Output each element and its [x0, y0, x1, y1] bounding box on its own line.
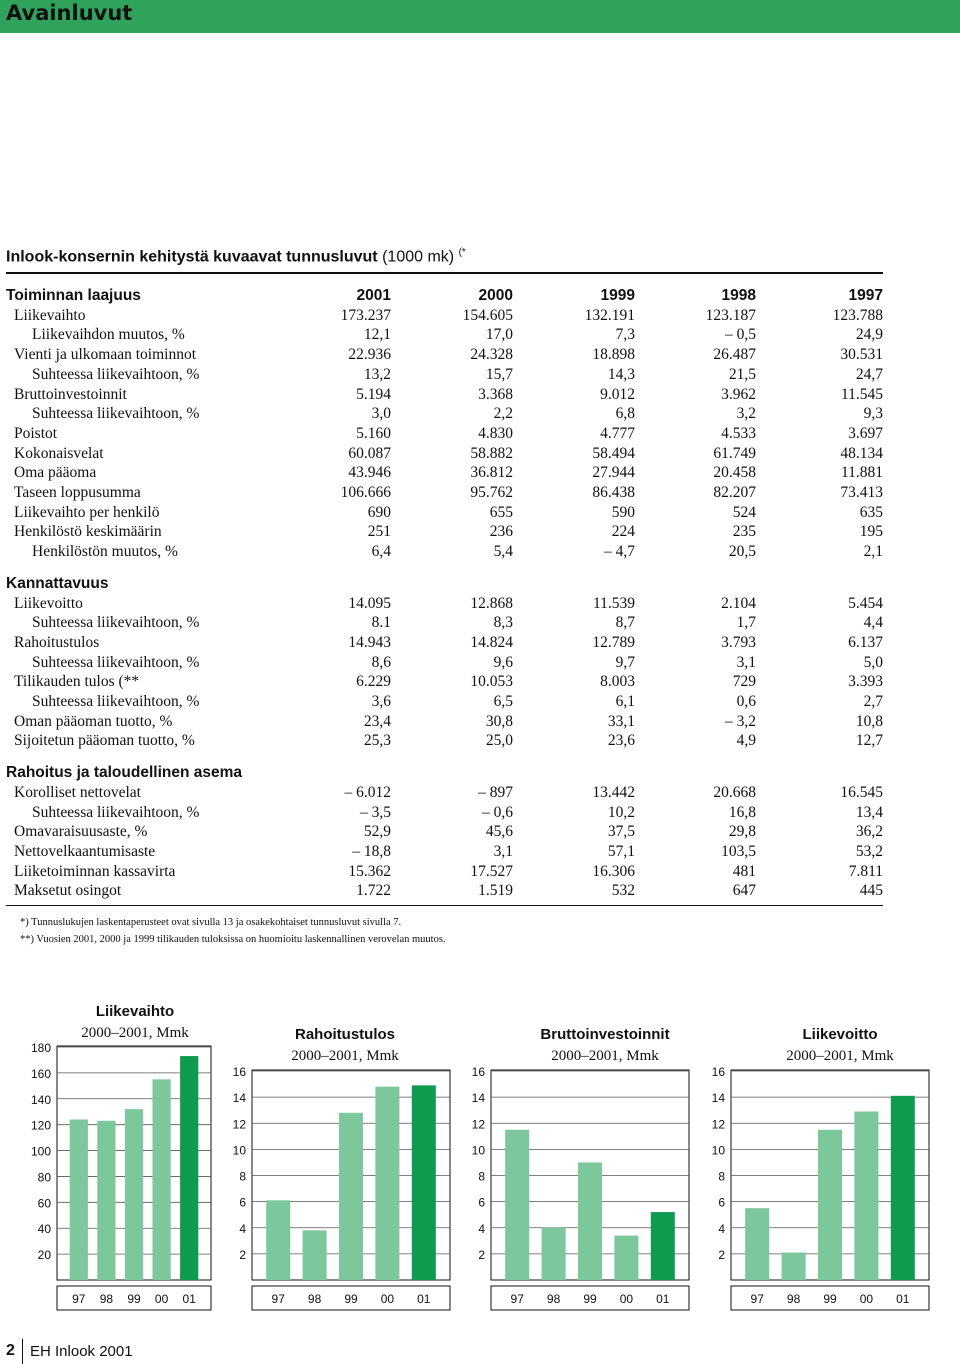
chart-2-ytick-label: 14 [232, 1091, 246, 1106]
chart-2-bar-98 [303, 1230, 327, 1280]
row-label: Tilikauden tulos (** [14, 673, 140, 691]
row-label: Maksetut osingot [14, 882, 122, 900]
value-cell: 25,3 [363, 732, 391, 750]
value-cell: 3.393 [848, 673, 883, 691]
publication-name: EH Inlook 2001 [30, 1343, 133, 1360]
value-cell: 18.898 [592, 346, 635, 364]
value-cell: 590 [611, 503, 635, 521]
value-cell: 5.454 [848, 594, 883, 612]
value-cell: 8.1 [371, 614, 391, 632]
chart-3-xtick-label: 98 [546, 1292, 561, 1306]
value-cell: 13,4 [855, 803, 883, 821]
value-cell: 3,1 [493, 842, 513, 860]
chart-2-xtick-label: 97 [271, 1292, 285, 1306]
chart-4-ytick-label: 10 [711, 1143, 725, 1158]
value-cell: 43.946 [348, 464, 391, 482]
value-cell: 524 [732, 503, 756, 521]
row-label: Liikevaihto [14, 306, 86, 324]
subtitle-note-marker: (* [458, 247, 466, 258]
value-cell: 12,1 [363, 326, 391, 344]
value-cell: 17,0 [485, 326, 513, 344]
value-cell: 9,3 [863, 405, 883, 423]
value-cell: 27.944 [592, 464, 635, 482]
chart-2-ytick-label: 12 [232, 1117, 246, 1132]
row-label: Omavaraisuusaste, % [14, 823, 148, 841]
value-cell: 2,7 [863, 693, 883, 711]
chart-1-ytick-label: 120 [30, 1118, 51, 1133]
chart-4-ytick-label: 8 [718, 1169, 725, 1184]
row-label: Taseen loppusumma [14, 484, 141, 502]
chart-3-xtick-label: 01 [656, 1292, 670, 1306]
value-cell: – 3,2 [725, 712, 756, 730]
chart-1-xtick-label: 00 [154, 1292, 169, 1306]
chart-3-subtitle: 2000–2001, Mmk [551, 1048, 659, 1064]
value-cell: 14,3 [607, 365, 635, 383]
value-cell: 16.306 [592, 862, 635, 880]
value-cell: – 897 [478, 783, 513, 801]
value-cell: – 0,5 [725, 326, 756, 344]
value-cell: 532 [611, 882, 635, 900]
value-cell: 445 [859, 882, 883, 900]
value-cell: 86.438 [592, 484, 635, 502]
value-cell: 1.519 [478, 882, 513, 900]
value-cell: 14.943 [348, 633, 391, 651]
chart-4-xtick-label: 99 [823, 1292, 837, 1306]
value-cell: 3.697 [848, 424, 883, 442]
value-cell: 45,6 [485, 823, 513, 841]
chart-4-xtick-label: 00 [859, 1292, 874, 1306]
chart-1-ytick-label: 100 [30, 1144, 51, 1159]
chart-2-xtick-label: 99 [344, 1292, 358, 1306]
value-cell: 73.413 [840, 484, 883, 502]
value-cell: – 18,8 [352, 842, 391, 860]
value-cell: 635 [859, 503, 883, 521]
value-cell: 20,5 [728, 543, 756, 561]
row-label: Korolliset nettovelat [14, 783, 141, 801]
chart-1-bar-01 [180, 1056, 198, 1280]
chart-2-ytick-label: 8 [239, 1169, 246, 1184]
chart-3-ytick-label: 16 [471, 1065, 485, 1079]
value-cell: 12,7 [855, 732, 883, 750]
value-cell: 60.087 [348, 444, 391, 462]
value-cell: 2,2 [493, 405, 513, 423]
value-cell: 48.134 [840, 444, 883, 462]
chart-2-ytick-label: 16 [232, 1065, 246, 1079]
chart-4-ytick-label: 12 [711, 1117, 725, 1132]
chart-3-bar-98 [542, 1228, 566, 1280]
chart-4-xtick-label: 98 [786, 1292, 801, 1306]
chart-3-ytick-label: 12 [471, 1117, 485, 1132]
value-cell: 9.012 [600, 385, 635, 403]
chart-4-bar-01 [891, 1096, 915, 1280]
value-cell: – 6.012 [344, 783, 391, 801]
chart-1-ytick-label: 80 [37, 1170, 51, 1185]
row-label: Sijoitetun pääoman tuotto, % [14, 732, 195, 750]
chart-3-title: Bruttoinvestoinnit [540, 1026, 670, 1043]
chart-4-bar-97 [745, 1208, 769, 1280]
chart-1-xtick-label: 98 [99, 1292, 114, 1306]
value-cell: 20.458 [713, 464, 756, 482]
chart-2-xtick-label: 00 [380, 1292, 395, 1306]
chart-1-ytick-label: 140 [30, 1092, 51, 1107]
value-cell: 58.882 [470, 444, 513, 462]
page-number: 2 [6, 1342, 15, 1359]
value-cell: – 4,7 [604, 543, 635, 561]
value-cell: 6.137 [848, 633, 883, 651]
chart-4-ytick-label: 2 [718, 1247, 725, 1262]
value-cell: 13,2 [363, 365, 391, 383]
row-label: Suhteessa liikevaihtoon, % [32, 803, 200, 821]
value-cell: 195 [859, 523, 883, 541]
value-cell: 2,1 [863, 543, 883, 561]
value-cell: 3.368 [478, 385, 513, 403]
value-cell: 173.237 [340, 306, 391, 324]
chart-4-title: Liikevoitto [802, 1026, 878, 1043]
chart-2-bar-00 [375, 1087, 399, 1280]
chart-4-ytick-label: 6 [718, 1195, 725, 1210]
value-cell: 12.868 [470, 594, 513, 612]
value-cell: 11.539 [592, 594, 635, 612]
chart-2-bar-97 [266, 1200, 290, 1280]
value-cell: 106.666 [340, 484, 391, 502]
value-cell: 23,6 [607, 732, 635, 750]
value-cell: 20.668 [713, 783, 756, 801]
value-cell: 16,8 [728, 803, 756, 821]
value-cell: 5,4 [493, 543, 513, 561]
section-title: Kannattavuus [6, 574, 109, 592]
row-label: Kokonaisvelat [14, 444, 104, 462]
value-cell: 224 [611, 523, 635, 541]
chart-3-bar-01 [651, 1212, 675, 1280]
value-cell: 36,2 [855, 823, 883, 841]
value-cell: 7.811 [848, 862, 883, 880]
year-header: 1998 [721, 287, 756, 304]
value-cell: 3,0 [371, 405, 391, 423]
value-cell: 14.824 [470, 633, 513, 651]
chart-4-xtick-label: 97 [750, 1292, 764, 1306]
value-cell: 52,9 [363, 823, 391, 841]
page-title: Avainluvut [6, 1, 133, 25]
value-cell: 5.194 [356, 385, 391, 403]
value-cell: 690 [367, 503, 391, 521]
value-cell: 9,7 [615, 653, 635, 671]
row-label: Suhteessa liikevaihtoon, % [32, 405, 200, 423]
value-cell: 3,2 [736, 405, 756, 423]
value-cell: 23,4 [363, 712, 391, 730]
value-cell: 4.830 [478, 424, 513, 442]
chart-3-bar-97 [505, 1130, 529, 1280]
chart-3-ytick-label: 6 [478, 1195, 485, 1210]
value-cell: 6,1 [615, 693, 635, 711]
value-cell: 8.003 [600, 673, 635, 691]
value-cell: 29,8 [728, 823, 756, 841]
value-cell: 36.812 [470, 464, 513, 482]
chart-2-title: Rahoitustulos [295, 1026, 395, 1043]
chart-3-bar-99 [578, 1162, 602, 1280]
row-label: Suhteessa liikevaihtoon, % [32, 693, 200, 711]
row-label: Bruttoinvestoinnit [14, 385, 127, 403]
chart-1-ytick-label: 180 [30, 1041, 51, 1055]
value-cell: 61.749 [713, 444, 756, 462]
chart-2-ytick-label: 6 [239, 1195, 246, 1210]
value-cell: 4,9 [736, 732, 756, 750]
chart-4-bar-99 [818, 1130, 842, 1280]
value-cell: 2.104 [721, 594, 756, 612]
footnote-2: **) Vuosien 2001, 2000 ja 1999 tilikauden tuloksissa on huomioitu laskennallinen verovelan muutos. [20, 934, 446, 945]
value-cell: 30,8 [485, 712, 513, 730]
value-cell: 9,6 [493, 653, 513, 671]
chart-1-title: Liikevaihto [95, 1003, 175, 1020]
section-title: Rahoitus ja taloudellinen asema [6, 764, 243, 782]
value-cell: 13.442 [592, 783, 635, 801]
chart-4-subtitle: 2000–2001, Mmk [786, 1048, 894, 1064]
value-cell: 8,7 [615, 614, 635, 632]
chart-1-xtick-label: 99 [127, 1292, 141, 1306]
value-cell: 655 [489, 503, 513, 521]
chart-1-subtitle: 2000–2001, Mmk [81, 1025, 189, 1041]
value-cell: 15,7 [485, 365, 513, 383]
row-label: Oma pääoma [14, 464, 97, 482]
chart-1-ytick-label: 20 [37, 1248, 51, 1263]
value-cell: 236 [489, 523, 513, 541]
value-cell: 58.494 [592, 444, 635, 462]
chart-2-xtick-label: 98 [307, 1292, 322, 1306]
value-cell: 4.777 [600, 424, 635, 442]
chart-1-ytick-label: 60 [37, 1196, 51, 1211]
row-label: Suhteessa liikevaihtoon, % [32, 365, 200, 383]
footnote-1: *) Tunnuslukujen laskentaperusteet ovat sivulla 13 ja osakekohtaiset tunnusluvut sivulla 7. [20, 917, 402, 928]
chart-3-ytick-label: 8 [478, 1169, 485, 1184]
value-cell: 6.229 [356, 673, 391, 691]
chart-2-ytick-label: 4 [239, 1221, 246, 1236]
value-cell: 4.533 [721, 424, 756, 442]
value-cell: 3,6 [371, 693, 391, 711]
chart-3-ytick-label: 10 [471, 1143, 485, 1158]
chart-1-bar-98 [97, 1121, 115, 1280]
value-cell: 7,3 [615, 326, 635, 344]
chart-2-ytick-label: 10 [232, 1143, 246, 1158]
value-cell: 82.207 [713, 484, 756, 502]
value-cell: 8,3 [493, 614, 513, 632]
value-cell: 11.881 [840, 464, 883, 482]
value-cell: 21,5 [728, 365, 756, 383]
value-cell: 6,5 [493, 693, 513, 711]
value-cell: 53,2 [855, 842, 883, 860]
chart-3-xtick-label: 00 [619, 1292, 634, 1306]
year-header: 2000 [478, 287, 513, 304]
row-label: Henkilöstö keskimäärin [14, 523, 162, 541]
chart-3-ytick-label: 14 [471, 1091, 485, 1106]
value-cell: 10,2 [607, 803, 635, 821]
value-cell: 0,6 [736, 693, 756, 711]
value-cell: 3.793 [721, 633, 756, 651]
row-label: Poistot [14, 424, 58, 442]
row-label: Liikevaihto per henkilö [14, 503, 160, 521]
value-cell: 103,5 [721, 842, 756, 860]
chart-1-ytick-label: 160 [30, 1066, 51, 1081]
value-cell: 154.605 [462, 306, 513, 324]
value-cell: 5.160 [356, 424, 391, 442]
chart-2-subtitle: 2000–2001, Mmk [291, 1048, 399, 1064]
value-cell: 6,4 [371, 543, 391, 561]
value-cell: 123.187 [705, 306, 756, 324]
value-cell: 95.762 [470, 484, 513, 502]
value-cell: 3,1 [736, 653, 756, 671]
row-label: Suhteessa liikevaihtoon, % [32, 614, 200, 632]
row-label: Henkilöstön muutos, % [32, 543, 178, 561]
value-cell: 24,7 [855, 365, 883, 383]
chart-1-xtick-label: 97 [72, 1292, 86, 1306]
chart-2-bar-01 [412, 1085, 436, 1280]
row-label: Liikevoitto [14, 594, 83, 612]
value-cell: 22.936 [348, 346, 391, 364]
section-title: Toiminnan laajuus [6, 287, 141, 304]
chart-3-xtick-label: 99 [583, 1292, 597, 1306]
chart-4-bar-98 [782, 1253, 806, 1280]
value-cell: 33,1 [607, 712, 635, 730]
row-label: Suhteessa liikevaihtoon, % [32, 653, 200, 671]
chart-1-bar-99 [125, 1109, 143, 1280]
row-label: Liikevaihdon muutos, % [32, 326, 185, 344]
chart-4-bar-00 [854, 1111, 878, 1280]
row-label: Rahoitustulos [14, 633, 100, 651]
row-label: Nettovelkaantumisaste [14, 842, 156, 860]
value-cell: 24,9 [855, 326, 883, 344]
value-cell: 16.545 [840, 783, 883, 801]
value-cell: 10.053 [470, 673, 513, 691]
value-cell: 14.095 [348, 594, 391, 612]
row-label: Oman pääoman tuotto, % [14, 712, 173, 730]
chart-4-xtick-label: 01 [896, 1292, 910, 1306]
chart-2-xtick-label: 01 [417, 1292, 431, 1306]
value-cell: – 0,6 [482, 803, 513, 821]
subtitle-unit: (1000 mk) [382, 248, 455, 266]
value-cell: 235 [732, 523, 756, 541]
subtitle-text: Inlook-konsernin kehitystä kuvaavat tunnusluvut [6, 248, 378, 266]
value-cell: 729 [732, 673, 756, 691]
value-cell: 57,1 [607, 842, 635, 860]
year-header: 1999 [600, 287, 635, 304]
value-cell: 30.531 [840, 346, 883, 364]
value-cell: 647 [732, 882, 756, 900]
row-label: Vienti ja ulkomaan toiminnot [14, 346, 197, 364]
value-cell: 15.362 [348, 862, 391, 880]
chart-3-ytick-label: 4 [478, 1221, 485, 1236]
value-cell: 6,8 [615, 405, 635, 423]
chart-4-ytick-label: 16 [711, 1065, 725, 1079]
value-cell: – 3,5 [360, 803, 391, 821]
value-cell: 1,7 [736, 614, 756, 632]
chart-4-ytick-label: 14 [711, 1091, 725, 1106]
chart-3-xtick-label: 97 [510, 1292, 524, 1306]
value-cell: 24.328 [470, 346, 513, 364]
chart-4-ytick-label: 4 [718, 1221, 725, 1236]
value-cell: 251 [367, 523, 391, 541]
value-cell: 1.722 [356, 882, 391, 900]
value-cell: 12.789 [592, 633, 635, 651]
value-cell: 25,0 [485, 732, 513, 750]
value-cell: 123.788 [832, 306, 883, 324]
year-header: 1997 [848, 287, 883, 304]
value-cell: 26.487 [713, 346, 756, 364]
value-cell: 37,5 [607, 823, 635, 841]
chart-1-xtick-label: 01 [182, 1292, 196, 1306]
row-label: Liiketoiminnan kassavirta [14, 862, 176, 880]
value-cell: 4,4 [863, 614, 883, 632]
value-cell: 5,0 [863, 653, 883, 671]
value-cell: 3.962 [721, 385, 756, 403]
chart-1-bar-00 [152, 1079, 170, 1280]
chart-1-ytick-label: 40 [37, 1222, 51, 1237]
chart-2-ytick-label: 2 [239, 1247, 246, 1262]
value-cell: 11.545 [840, 385, 883, 403]
value-cell: 10,8 [855, 712, 883, 730]
value-cell: 8,6 [371, 653, 391, 671]
value-cell: 132.191 [584, 306, 635, 324]
chart-1-bar-97 [70, 1119, 88, 1280]
chart-3-ytick-label: 2 [478, 1247, 485, 1262]
chart-2-bar-99 [339, 1113, 363, 1280]
year-header: 2001 [356, 287, 391, 304]
chart-3-bar-00 [614, 1236, 638, 1280]
value-cell: 481 [732, 862, 756, 880]
value-cell: 17.527 [470, 862, 513, 880]
footer-separator [22, 1339, 23, 1364]
